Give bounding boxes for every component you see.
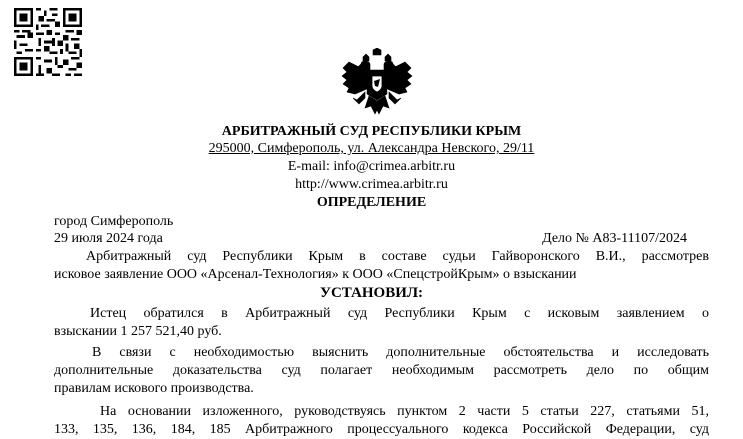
qr-code [14, 8, 82, 76]
court-email: E-mail: info@crimea.arbitr.ru [287, 159, 456, 174]
document-date: 29 июля 2024 года [54, 231, 163, 246]
paragraph-3-line-1: В связи с необходимостью выяснить дополнительные обстоятельства и исследовать [92, 345, 709, 360]
section-heading-ustanovil: УСТАНОВИЛ: [319, 285, 424, 301]
paragraph-3-line-3: правилам искового производства. [54, 381, 254, 396]
court-website: http://www.crimea.arbitr.ru [295, 177, 448, 192]
court-name: АРБИТРАЖНЫЙ СУД РЕСПУБЛИКИ КРЫМ [221, 124, 522, 139]
paragraph-4-line-2: 133, 135, 136, 184, 185 Арбитражного процессуального кодекса Российской Федерации, суд [54, 422, 709, 437]
court-address: 295000, Симферополь, ул. Александра Невского, 29/11 [208, 141, 535, 156]
coat-of-arms-emblem [339, 48, 415, 118]
case-number: Дело № А83-11107/2024 [542, 231, 687, 246]
paragraph-1-line-2: исковое заявление ООО «Арсенал-Технология» к ООО «СпецстройКрым» о взыскании [54, 267, 577, 282]
paragraph-1-line-1: Арбитражный суд Республики Крым в составе судьи Гайворонского В.И., рассмотрев [86, 249, 709, 264]
paragraph-3-line-2: дополнительные доказательства суд полагает необходимым рассмотреть дело по общим [54, 363, 709, 378]
city: город Симферополь [54, 214, 174, 229]
paragraph-2-line-1: Истец обратился в Арбитражный суд Республики Крым с исковым заявлением о [90, 306, 709, 321]
paragraph-2-line-2: взыскании 1 257 521,40 руб. [54, 324, 222, 339]
document-type-title: ОПРЕДЕЛЕНИЕ [316, 195, 427, 210]
paragraph-4-line-1: На основании изложенного, руководствуясь пунктом 2 части 5 статьи 227, статьями 51, [100, 404, 709, 419]
